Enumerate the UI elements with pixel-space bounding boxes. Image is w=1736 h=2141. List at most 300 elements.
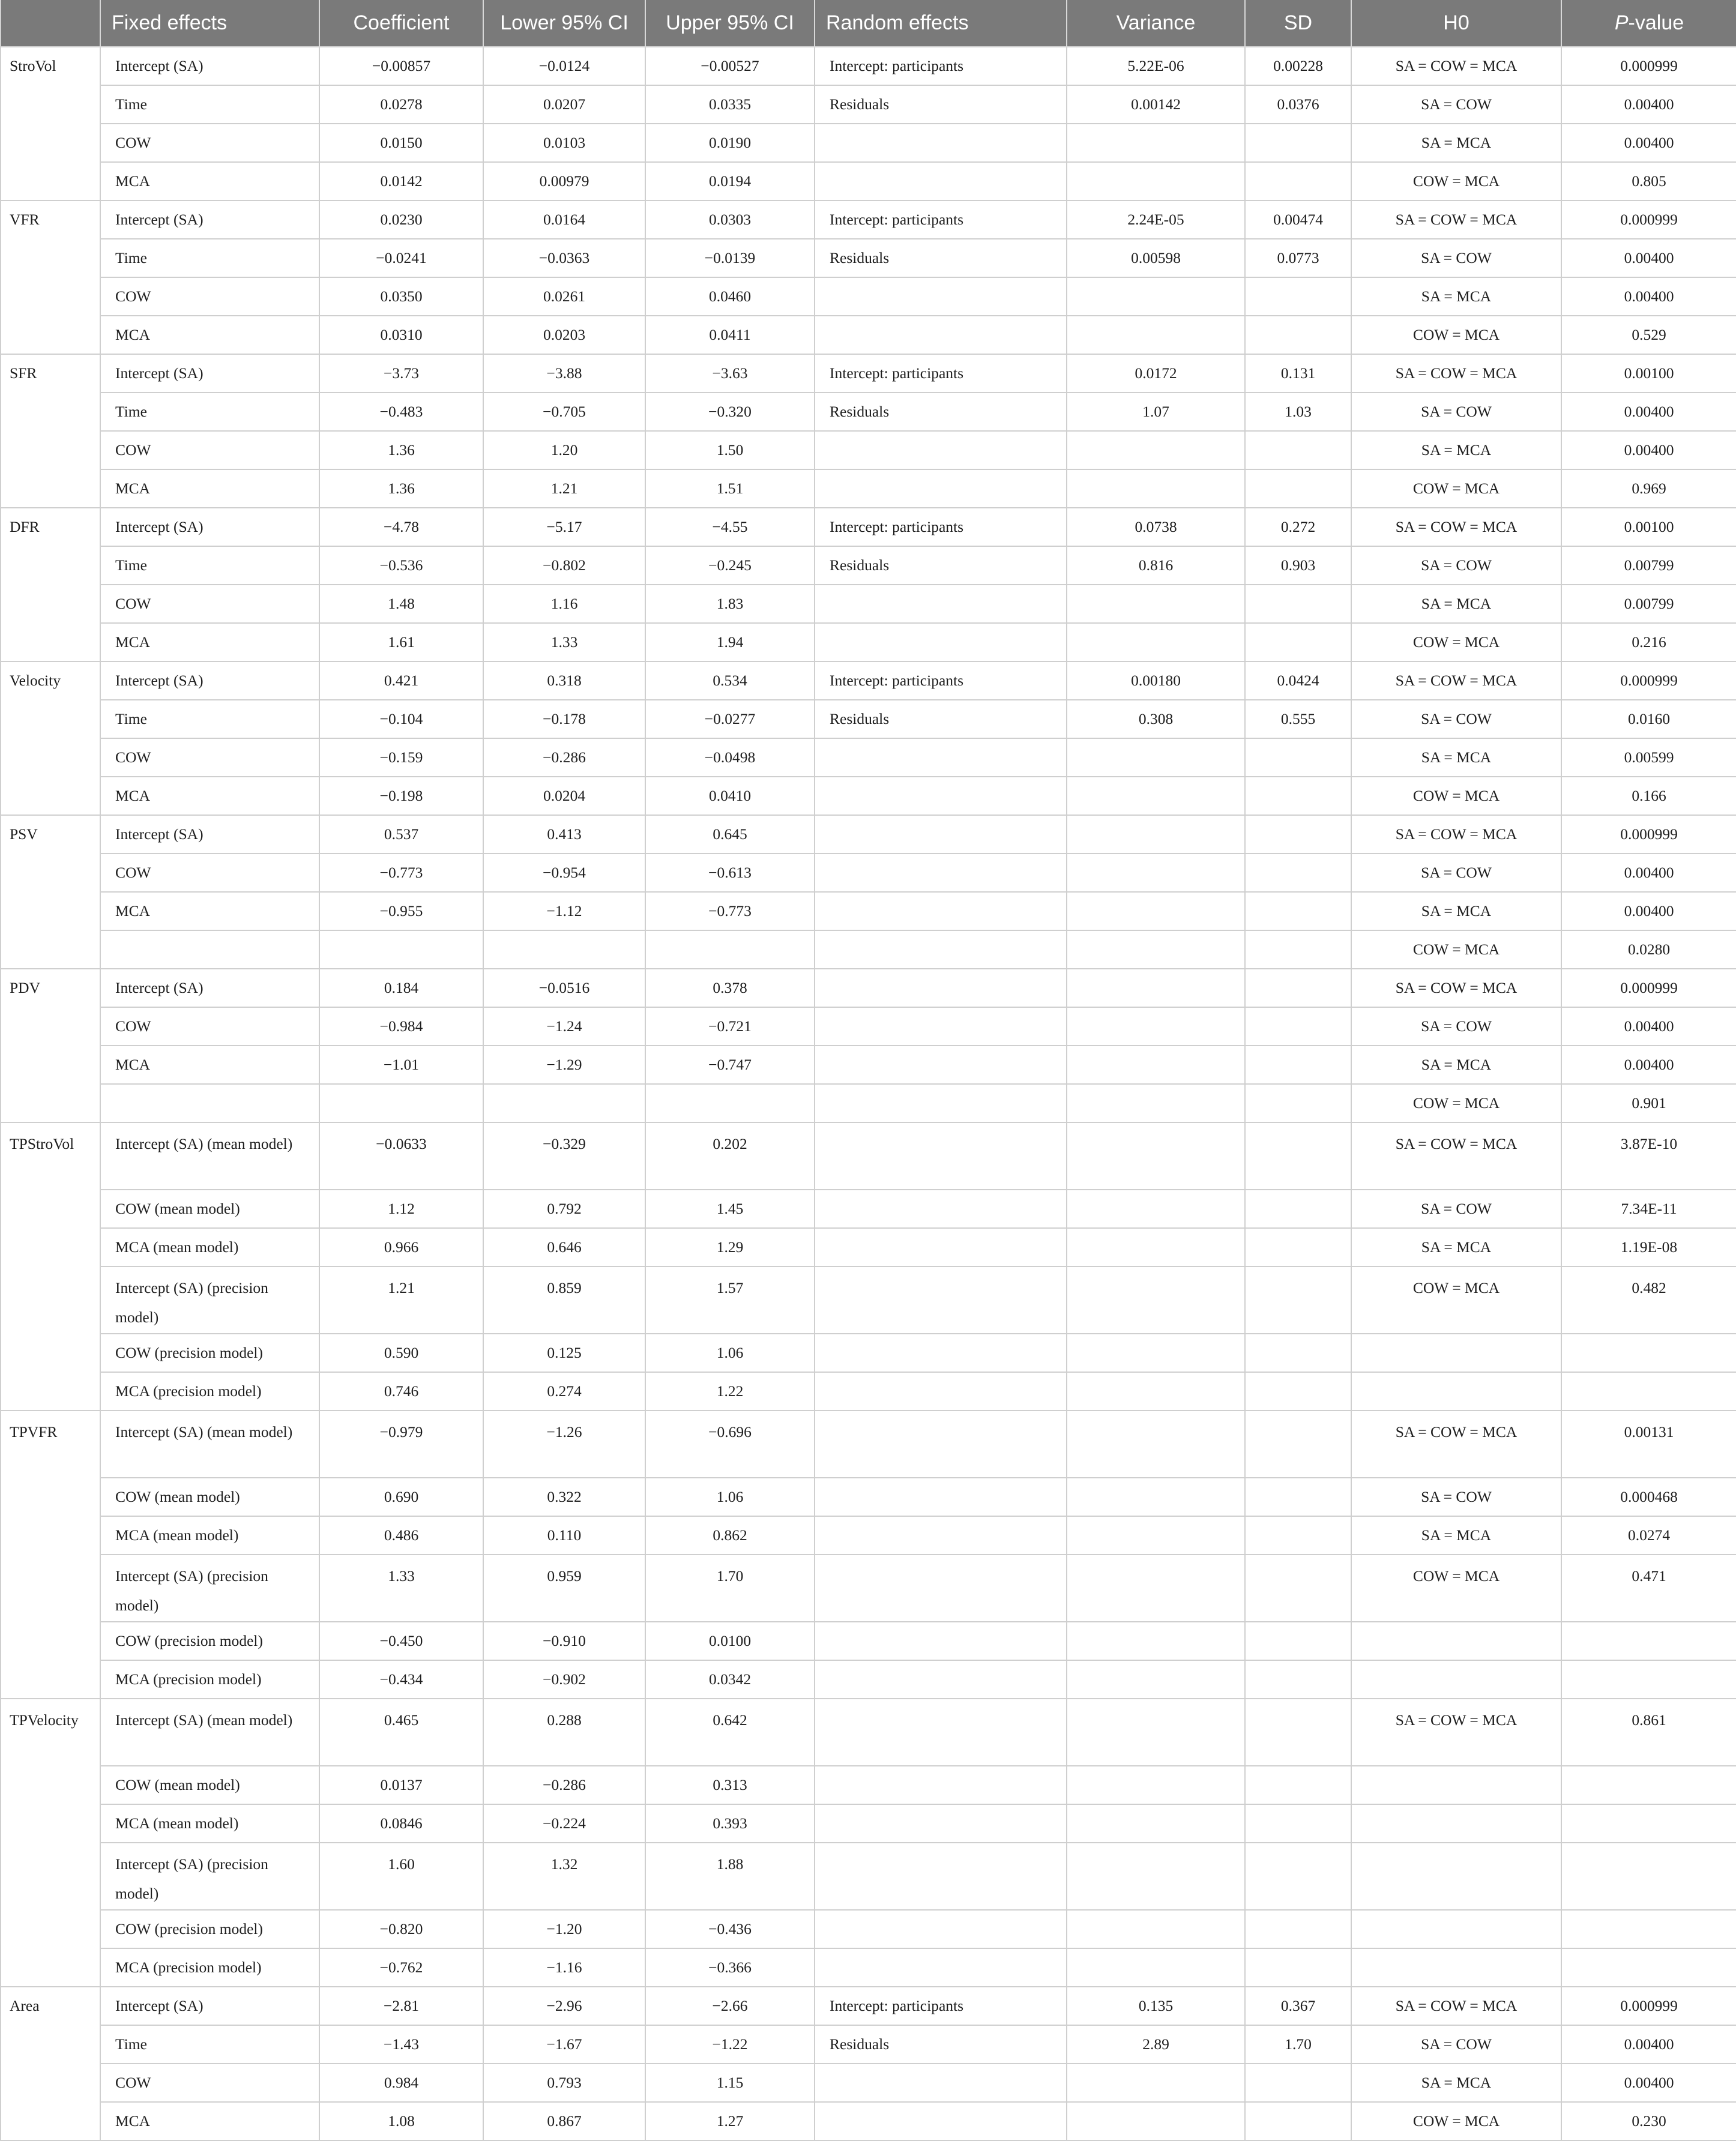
upper-ci-cell: −3.63	[645, 354, 815, 393]
h0-cell: SA = COW	[1351, 700, 1561, 738]
upper-ci-cell: −4.55	[645, 508, 815, 546]
fixed-effect-cell: MCA	[100, 777, 319, 815]
upper-ci-cell: 0.0194	[645, 162, 815, 200]
lower-ci-cell: 0.0261	[483, 277, 645, 316]
upper-ci-cell: −0.245	[645, 546, 815, 585]
h0-cell	[1351, 1804, 1561, 1843]
h0-cell: SA = MCA	[1351, 738, 1561, 777]
sd-cell	[1245, 892, 1351, 930]
p-value-cell: 0.000999	[1561, 200, 1736, 239]
table-row	[1, 1910, 1736, 1948]
fixed-effect-cell: Time	[100, 85, 319, 124]
h0-cell: COW = MCA	[1351, 316, 1561, 354]
header-p-suffix: -value	[1628, 11, 1684, 34]
variance-cell	[1067, 1084, 1245, 1122]
fixed-effect-cell: COW	[100, 585, 319, 623]
variance-cell	[1067, 2102, 1245, 2140]
coefficient-cell: −0.104	[319, 700, 483, 738]
coefficient-cell: 1.61	[319, 623, 483, 661]
h0-cell: SA = COW = MCA	[1351, 508, 1561, 546]
h0-cell: SA = MCA	[1351, 1516, 1561, 1555]
random-effect-cell	[815, 1766, 1067, 1804]
sd-cell	[1245, 162, 1351, 200]
sd-cell	[1245, 585, 1351, 623]
sd-cell	[1245, 1266, 1351, 1334]
p-value-cell	[1561, 1948, 1736, 1987]
fixed-effect-cell: COW (mean model)	[100, 1478, 319, 1516]
upper-ci-cell: 1.51	[645, 469, 815, 508]
fixed-effect-cell: Intercept (SA)	[100, 969, 319, 1007]
lower-ci-cell: 0.0164	[483, 200, 645, 239]
fixed-effect-cell: Intercept (SA) (precision model)	[100, 1843, 319, 1910]
coefficient-cell: 1.12	[319, 1190, 483, 1228]
fixed-effect-cell: MCA (mean model)	[100, 1804, 319, 1843]
coefficient-cell: −0.773	[319, 854, 483, 892]
h0-cell	[1351, 1948, 1561, 1987]
h0-cell: SA = MCA	[1351, 1228, 1561, 1266]
lower-ci-cell: 0.0204	[483, 777, 645, 815]
table-row	[1, 85, 1736, 124]
table-row	[1, 969, 1736, 1007]
upper-ci-cell: 1.06	[645, 1478, 815, 1516]
lower-ci-cell: 0.793	[483, 2064, 645, 2102]
coefficient-cell: −0.198	[319, 777, 483, 815]
upper-ci-cell: 1.15	[645, 2064, 815, 2102]
table-row	[1, 1516, 1736, 1555]
h0-cell: SA = MCA	[1351, 431, 1561, 469]
sd-cell	[1245, 316, 1351, 354]
variance-cell: 0.135	[1067, 1987, 1245, 2025]
h0-cell: SA = COW	[1351, 85, 1561, 124]
table-row	[1, 1622, 1736, 1660]
coefficient-cell: −0.483	[319, 393, 483, 431]
table-row	[1, 162, 1736, 200]
h0-cell: SA = COW = MCA	[1351, 354, 1561, 393]
random-effect-cell: Intercept: participants	[815, 47, 1067, 85]
fixed-effect-cell: MCA	[100, 162, 319, 200]
upper-ci-cell: 0.202	[645, 1122, 815, 1190]
fixed-effect-cell: Time	[100, 393, 319, 431]
header-coefficient: Coefficient	[319, 0, 483, 47]
p-value-cell	[1561, 1766, 1736, 1804]
variance-cell	[1067, 892, 1245, 930]
table-row	[1, 1228, 1736, 1266]
coefficient-cell: 0.0846	[319, 1804, 483, 1843]
table-row	[1, 47, 1736, 85]
table-row	[1, 354, 1736, 393]
fixed-effect-cell: COW	[100, 124, 319, 162]
fixed-effect-cell: MCA (mean model)	[100, 1516, 319, 1555]
variance-cell: 2.89	[1067, 2025, 1245, 2064]
sd-cell	[1245, 1948, 1351, 1987]
lower-ci-cell: 0.959	[483, 1555, 645, 1622]
random-effect-cell	[815, 162, 1067, 200]
p-value-cell: 0.482	[1561, 1266, 1736, 1334]
variance-cell	[1067, 1334, 1245, 1372]
lower-ci-cell: 1.16	[483, 585, 645, 623]
variance-cell	[1067, 1555, 1245, 1622]
fixed-effect-cell: MCA (precision model)	[100, 1372, 319, 1411]
lower-ci-cell: −1.67	[483, 2025, 645, 2064]
upper-ci-cell: −0.0498	[645, 738, 815, 777]
random-effect-cell	[815, 1190, 1067, 1228]
h0-cell	[1351, 1372, 1561, 1411]
p-value-cell: 0.00400	[1561, 2064, 1736, 2102]
coefficient-cell: 1.21	[319, 1266, 483, 1334]
upper-ci-cell: 0.0303	[645, 200, 815, 239]
p-value-cell: 0.00100	[1561, 508, 1736, 546]
table-row	[1, 1948, 1736, 1987]
table-row	[1, 1699, 1736, 1766]
sd-cell: 0.0773	[1245, 239, 1351, 277]
fixed-effect-cell: Intercept (SA) (mean model)	[100, 1411, 319, 1478]
random-effect-cell	[815, 1843, 1067, 1910]
lower-ci-cell: −3.88	[483, 354, 645, 393]
variance-cell	[1067, 1843, 1245, 1910]
table-row	[1, 1555, 1736, 1622]
lower-ci-cell: −0.286	[483, 1766, 645, 1804]
lower-ci-cell: 0.413	[483, 815, 645, 854]
coefficient-cell: −0.536	[319, 546, 483, 585]
upper-ci-cell: −0.613	[645, 854, 815, 892]
fixed-effect-cell: COW	[100, 738, 319, 777]
fixed-effect-cell: Intercept (SA)	[100, 47, 319, 85]
sd-cell: 0.131	[1245, 354, 1351, 393]
coefficient-cell	[319, 930, 483, 969]
coefficient-cell: 0.0137	[319, 1766, 483, 1804]
sd-cell	[1245, 1122, 1351, 1190]
variance-cell	[1067, 469, 1245, 508]
lower-ci-cell: −1.12	[483, 892, 645, 930]
sd-cell	[1245, 1660, 1351, 1699]
variance-cell	[1067, 1190, 1245, 1228]
group-label: SFR	[1, 354, 100, 508]
sd-cell	[1245, 1910, 1351, 1948]
random-effect-cell	[815, 1334, 1067, 1372]
coefficient-cell: −0.434	[319, 1660, 483, 1699]
random-effect-cell	[815, 2064, 1067, 2102]
sd-cell	[1245, 1555, 1351, 1622]
lower-ci-cell: 1.32	[483, 1843, 645, 1910]
fixed-effect-cell: Intercept (SA)	[100, 354, 319, 393]
h0-cell: SA = COW = MCA	[1351, 815, 1561, 854]
fixed-effect-cell: COW	[100, 431, 319, 469]
lower-ci-cell: −5.17	[483, 508, 645, 546]
h0-cell: SA = COW = MCA	[1351, 1699, 1561, 1766]
table-body	[1, 47, 1736, 2140]
sd-cell	[1245, 1372, 1351, 1411]
fixed-effect-cell: MCA (mean model)	[100, 1228, 319, 1266]
variance-cell: 2.24E-05	[1067, 200, 1245, 239]
sd-cell	[1245, 1334, 1351, 1372]
fixed-effect-cell: MCA (precision model)	[100, 1660, 319, 1699]
upper-ci-cell: 0.378	[645, 969, 815, 1007]
group-label: PSV	[1, 815, 100, 969]
coefficient-cell: 1.36	[319, 431, 483, 469]
sd-cell	[1245, 469, 1351, 508]
coefficient-cell: 0.984	[319, 2064, 483, 2102]
table-row	[1, 1478, 1736, 1516]
upper-ci-cell: 1.50	[645, 431, 815, 469]
p-value-cell	[1561, 1622, 1736, 1660]
p-value-cell: 0.0274	[1561, 1516, 1736, 1555]
random-effect-cell	[815, 1660, 1067, 1699]
table-row	[1, 431, 1736, 469]
fixed-effect-cell: COW (precision model)	[100, 1910, 319, 1948]
p-value-cell: 0.00400	[1561, 2025, 1736, 2064]
upper-ci-cell: −1.22	[645, 2025, 815, 2064]
variance-cell	[1067, 431, 1245, 469]
lower-ci-cell: −0.0124	[483, 47, 645, 85]
lower-ci-cell: 1.33	[483, 623, 645, 661]
lower-ci-cell: 0.274	[483, 1372, 645, 1411]
p-value-cell	[1561, 1660, 1736, 1699]
random-effect-cell	[815, 1411, 1067, 1478]
sd-cell	[1245, 1699, 1351, 1766]
upper-ci-cell: 1.27	[645, 2102, 815, 2140]
h0-cell	[1351, 1766, 1561, 1804]
variance-cell: 0.0172	[1067, 354, 1245, 393]
fixed-effect-cell: COW	[100, 277, 319, 316]
coefficient-cell: −0.00857	[319, 47, 483, 85]
variance-cell	[1067, 1266, 1245, 1334]
fixed-effect-cell: COW	[100, 1007, 319, 1046]
variance-cell	[1067, 277, 1245, 316]
h0-cell: SA = COW = MCA	[1351, 1411, 1561, 1478]
variance-cell	[1067, 1804, 1245, 1843]
table-row	[1, 700, 1736, 738]
sd-cell: 1.70	[1245, 2025, 1351, 2064]
upper-ci-cell	[645, 1084, 815, 1122]
random-effect-cell: Residuals	[815, 546, 1067, 585]
variance-cell	[1067, 585, 1245, 623]
coefficient-cell: 0.0150	[319, 124, 483, 162]
lower-ci-cell: −0.0363	[483, 239, 645, 277]
table-row	[1, 124, 1736, 162]
group-label: DFR	[1, 508, 100, 661]
table-row	[1, 854, 1736, 892]
fixed-effect-cell: MCA	[100, 469, 319, 508]
fixed-effect-cell: MCA	[100, 892, 319, 930]
group-label: StroVol	[1, 47, 100, 200]
coefficient-cell: 0.421	[319, 661, 483, 700]
h0-cell: SA = COW	[1351, 1190, 1561, 1228]
p-value-cell: 7.34E-11	[1561, 1190, 1736, 1228]
lower-ci-cell: −1.26	[483, 1411, 645, 1478]
p-value-cell: 0.529	[1561, 316, 1736, 354]
fixed-effect-cell: Intercept (SA)	[100, 508, 319, 546]
header-fixed-effects: Fixed effects	[100, 0, 319, 47]
sd-cell	[1245, 2102, 1351, 2140]
variance-cell	[1067, 777, 1245, 815]
variance-cell	[1067, 1122, 1245, 1190]
upper-ci-cell: −0.00527	[645, 47, 815, 85]
sd-cell	[1245, 623, 1351, 661]
sd-cell: 0.00228	[1245, 47, 1351, 85]
variance-cell: 0.308	[1067, 700, 1245, 738]
upper-ci-cell: 0.0411	[645, 316, 815, 354]
sd-cell	[1245, 2064, 1351, 2102]
p-value-cell: 0.969	[1561, 469, 1736, 508]
random-effect-cell	[815, 1804, 1067, 1843]
h0-cell: COW = MCA	[1351, 2102, 1561, 2140]
variance-cell	[1067, 1478, 1245, 1516]
sd-cell	[1245, 1516, 1351, 1555]
sd-cell	[1245, 1411, 1351, 1478]
h0-cell: COW = MCA	[1351, 623, 1561, 661]
h0-cell: SA = MCA	[1351, 1046, 1561, 1084]
lower-ci-cell	[483, 1084, 645, 1122]
table-row	[1, 2064, 1736, 2102]
lower-ci-cell: 0.322	[483, 1478, 645, 1516]
upper-ci-cell: 1.57	[645, 1266, 815, 1334]
sd-cell: 0.00474	[1245, 200, 1351, 239]
h0-cell: SA = MCA	[1351, 124, 1561, 162]
variance-cell	[1067, 969, 1245, 1007]
p-value-cell: 0.0280	[1561, 930, 1736, 969]
random-effect-cell	[815, 1084, 1067, 1122]
sd-cell	[1245, 124, 1351, 162]
h0-cell: SA = MCA	[1351, 2064, 1561, 2102]
h0-cell	[1351, 1910, 1561, 1948]
variance-cell: 5.22E-06	[1067, 47, 1245, 85]
coefficient-cell: −0.0241	[319, 239, 483, 277]
upper-ci-cell: −0.721	[645, 1007, 815, 1046]
random-effect-cell	[815, 1122, 1067, 1190]
lower-ci-cell: 0.0207	[483, 85, 645, 124]
p-value-cell: 0.000468	[1561, 1478, 1736, 1516]
coefficient-cell: 0.0230	[319, 200, 483, 239]
upper-ci-cell: 0.0410	[645, 777, 815, 815]
upper-ci-cell: 0.0190	[645, 124, 815, 162]
coefficient-cell: 0.465	[319, 1699, 483, 1766]
table-row	[1, 2102, 1736, 2140]
sd-cell	[1245, 854, 1351, 892]
variance-cell: 0.0738	[1067, 508, 1245, 546]
group-label: TPVelocity	[1, 1699, 100, 1987]
lower-ci-cell	[483, 930, 645, 969]
upper-ci-cell: 1.94	[645, 623, 815, 661]
h0-cell	[1351, 1334, 1561, 1372]
header-group	[1, 0, 100, 47]
upper-ci-cell: −0.366	[645, 1948, 815, 1987]
lower-ci-cell: −0.329	[483, 1122, 645, 1190]
lower-ci-cell: 0.318	[483, 661, 645, 700]
random-effect-cell: Residuals	[815, 393, 1067, 431]
coefficient-cell	[319, 1084, 483, 1122]
h0-cell: COW = MCA	[1351, 930, 1561, 969]
coefficient-cell: 0.746	[319, 1372, 483, 1411]
coefficient-cell: −0.159	[319, 738, 483, 777]
random-effect-cell	[815, 1007, 1067, 1046]
header-random-effects: Random effects	[815, 0, 1067, 47]
upper-ci-cell: −0.696	[645, 1411, 815, 1478]
table-row	[1, 1334, 1736, 1372]
sd-cell	[1245, 1843, 1351, 1910]
lower-ci-cell: −0.286	[483, 738, 645, 777]
upper-ci-cell: −0.320	[645, 393, 815, 431]
group-label: Area	[1, 1987, 100, 2140]
variance-cell	[1067, 1622, 1245, 1660]
variance-cell: 1.07	[1067, 393, 1245, 431]
table-row	[1, 585, 1736, 623]
variance-cell	[1067, 1228, 1245, 1266]
coefficient-cell: −0.984	[319, 1007, 483, 1046]
sd-cell	[1245, 277, 1351, 316]
variance-cell	[1067, 1411, 1245, 1478]
random-effect-cell	[815, 277, 1067, 316]
upper-ci-cell: −0.0277	[645, 700, 815, 738]
upper-ci-cell: 1.45	[645, 1190, 815, 1228]
upper-ci-cell: 1.88	[645, 1843, 815, 1910]
upper-ci-cell	[645, 930, 815, 969]
random-effect-cell	[815, 469, 1067, 508]
group-label: TPStroVol	[1, 1122, 100, 1411]
p-value-cell: 0.000999	[1561, 47, 1736, 85]
variance-cell	[1067, 1660, 1245, 1699]
random-effect-cell	[815, 1555, 1067, 1622]
p-value-cell: 0.216	[1561, 623, 1736, 661]
table-row	[1, 930, 1736, 969]
lower-ci-cell: 0.288	[483, 1699, 645, 1766]
lower-ci-cell: 0.110	[483, 1516, 645, 1555]
fixed-effect-cell: Time	[100, 700, 319, 738]
sd-cell	[1245, 1046, 1351, 1084]
p-value-cell	[1561, 1372, 1736, 1411]
h0-cell: COW = MCA	[1351, 1084, 1561, 1122]
upper-ci-cell: 0.0342	[645, 1660, 815, 1699]
h0-cell: SA = MCA	[1351, 892, 1561, 930]
coefficient-cell: −0.762	[319, 1948, 483, 1987]
lower-ci-cell: 1.21	[483, 469, 645, 508]
fixed-effect-cell: MCA (precision model)	[100, 1948, 319, 1987]
upper-ci-cell: 0.0460	[645, 277, 815, 316]
upper-ci-cell: −0.747	[645, 1046, 815, 1084]
fixed-effect-cell: Intercept (SA) (precision model)	[100, 1266, 319, 1334]
table-row	[1, 316, 1736, 354]
sd-cell: 0.0424	[1245, 661, 1351, 700]
random-effect-cell	[815, 1478, 1067, 1516]
h0-cell	[1351, 1660, 1561, 1699]
lower-ci-cell: −1.16	[483, 1948, 645, 1987]
fixed-effect-cell: Intercept (SA)	[100, 661, 319, 700]
sd-cell: 1.03	[1245, 393, 1351, 431]
lower-ci-cell: −0.954	[483, 854, 645, 892]
variance-cell	[1067, 1046, 1245, 1084]
p-value-cell	[1561, 1843, 1736, 1910]
random-effect-cell	[815, 892, 1067, 930]
h0-cell: COW = MCA	[1351, 777, 1561, 815]
h0-cell: SA = COW	[1351, 2025, 1561, 2064]
upper-ci-cell: −2.66	[645, 1987, 815, 2025]
upper-ci-cell: −0.0139	[645, 239, 815, 277]
sd-cell	[1245, 738, 1351, 777]
fixed-effect-cell: MCA	[100, 1046, 319, 1084]
variance-cell	[1067, 1516, 1245, 1555]
variance-cell	[1067, 1007, 1245, 1046]
variance-cell	[1067, 738, 1245, 777]
variance-cell	[1067, 316, 1245, 354]
variance-cell	[1067, 815, 1245, 854]
coefficient-cell: 0.486	[319, 1516, 483, 1555]
lower-ci-cell: 1.20	[483, 431, 645, 469]
p-value-cell: 0.00400	[1561, 1007, 1736, 1046]
p-value-cell: 0.00400	[1561, 854, 1736, 892]
upper-ci-cell: −0.773	[645, 892, 815, 930]
header-row	[1, 0, 1736, 47]
p-value-cell: 0.901	[1561, 1084, 1736, 1122]
h0-cell: SA = COW	[1351, 854, 1561, 892]
